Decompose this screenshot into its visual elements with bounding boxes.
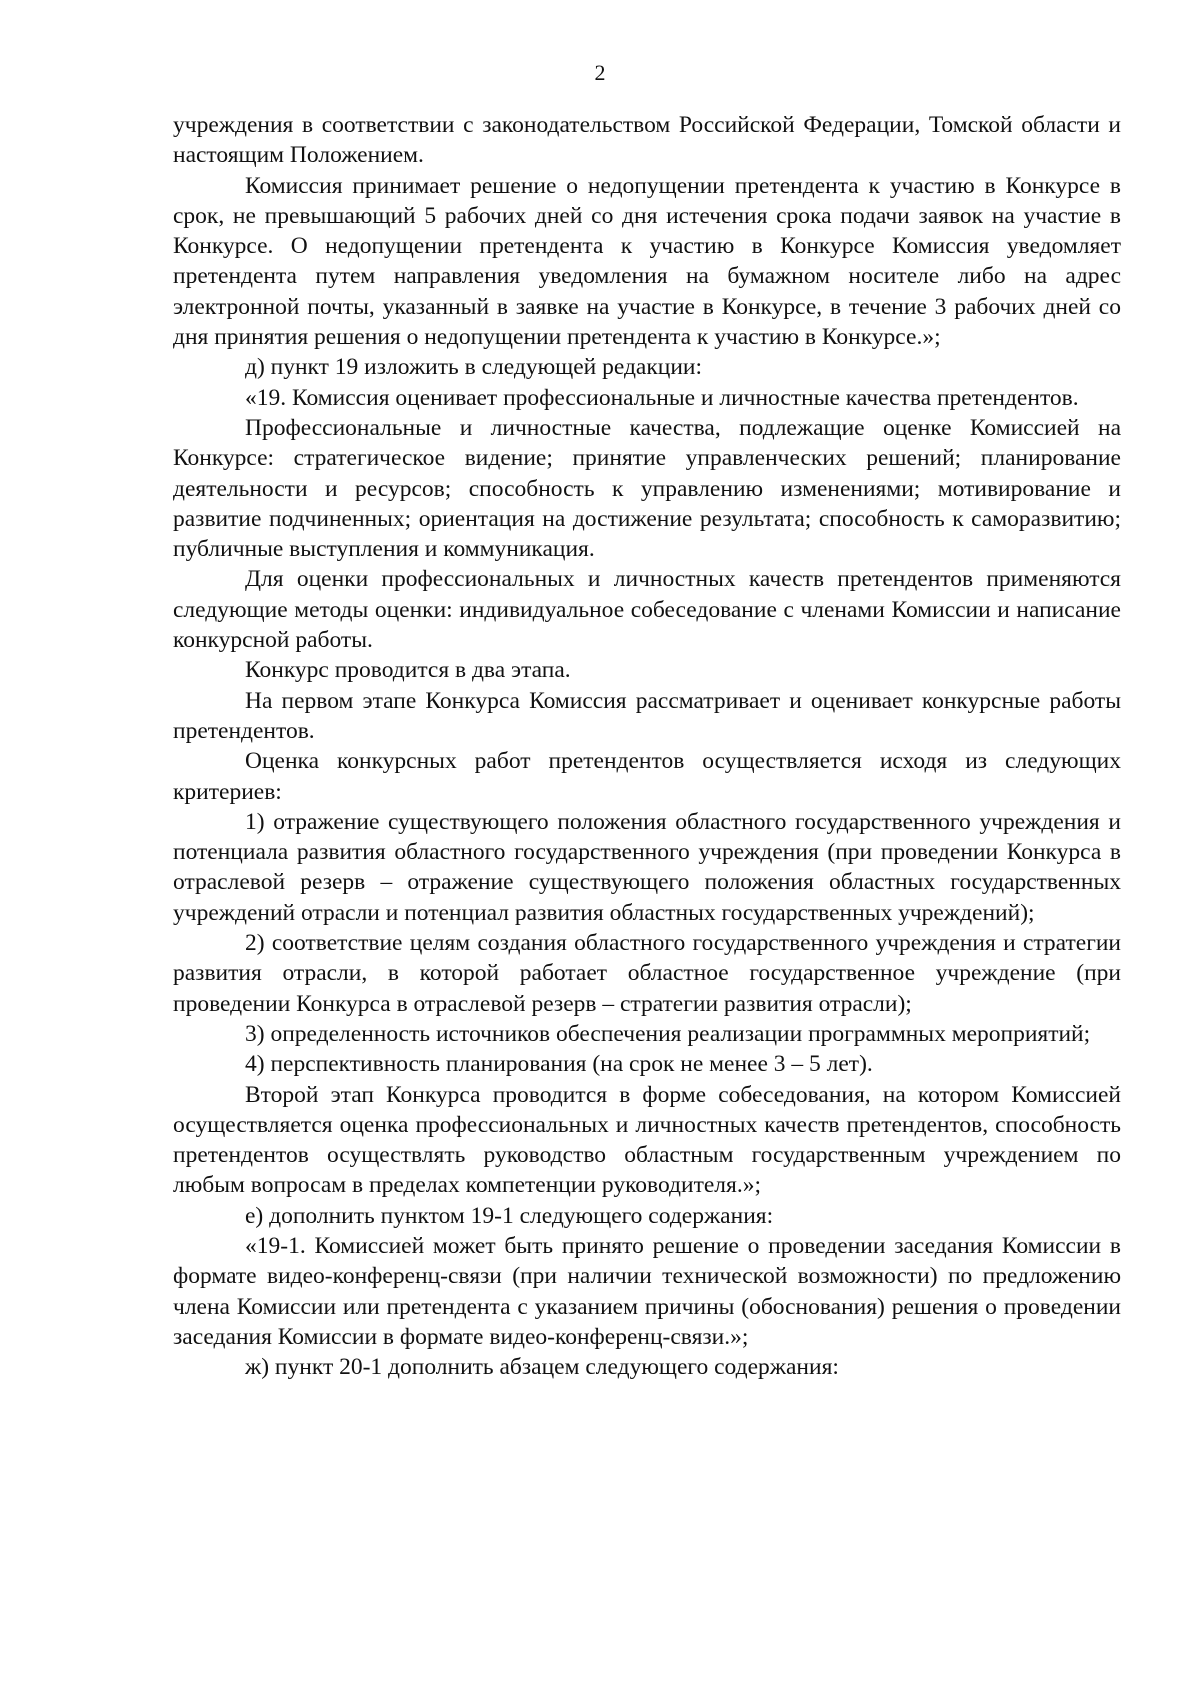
paragraph-commission-decision: Комиссия принимает решение о недопущении претендента к участию в Конкурсе в срок, не превышающий 5 рабочих дней со дня истечения срока подачи заявок на участие в Конкурсе. О недопущении претендента к участию в Конкурсе Комиссия уведомляет претендента путем направления уведомления на бумажном носителе либо на адрес электронной почты, указанный в заявке на участие в Конкурсе, в течение 3 рабочих дней со дня принятия решения о недопущении претендента к участию в Конкурсе.»;	[173, 172, 1121, 351]
paragraph-item-d: д) пункт 19 изложить в следующей редакции:	[245, 354, 703, 381]
paragraph-criterion-1: 1) отражение существующего положения областного государственного учреждения и потенциала развития областного государственного учреждения (при проведении Конкурса в отраслевой резерв – отражение существующего положения областных государственных учреждений отрасли и потенциал развития областных государственных учреждений);	[173, 808, 1121, 926]
paragraph-item-zh: ж) пункт 20-1 дополнить абзацем следующего содержания:	[245, 1354, 839, 1381]
paragraph-criterion-4: 4) перспективность планирования (на срок не менее 3 – 5 лет).	[245, 1051, 873, 1078]
paragraph-criterion-2: 2) соответствие целям создания областного государственного учреждения и стратегии развития отрасли, в которой работает областное государственное учреждение (при проведении Конкурса в отраслевой резерв – стратегии развития отрасли);	[173, 930, 1121, 1017]
paragraph-qualities-list: Профессиональные и личностные качества, подлежащие оценке Комиссией на Конкурсе: стратегическое видение; принятие управленческих решений; планирование деятельности и ресурсов; способность к управлению изменениями; мотивирование и развитие подчиненных; ориентация на достижение результата; способность к саморазвитию; публичные выступления и коммуникация.	[173, 414, 1121, 563]
paragraph-clause-19: «19. Комиссия оценивает профессиональные и личностные качества претендентов.	[245, 384, 1079, 411]
paragraph-first-stage: На первом этапе Конкурса Комиссия рассматривает и оценивает конкурсные работы претендентов.	[173, 687, 1121, 744]
paragraph-clause-19-1: «19-1. Комиссией может быть принято решение о проведении заседания Комиссии в формате видео-конференц-связи (при наличии технической возможности) по предложению члена Комиссии или претендента с указанием причины (обоснования) решения о проведении заседания Комиссии в формате видео-конференц-связи.»;	[173, 1232, 1121, 1350]
paragraph-second-stage: Второй этап Конкурса проводится в форме собеседования, на котором Комиссией осуществляется оценка профессиональных и личностных качеств претендентов, способность претендентов осуществлять руководство областным государственным учреждением по любым вопросам в пределах компетенции руководителя.»;	[173, 1081, 1121, 1199]
paragraph-criteria-intro: Оценка конкурсных работ претендентов осуществляется исходя из следующих критериев:	[173, 748, 1121, 805]
paragraph-item-e: е) дополнить пунктом 19-1 следующего содержания:	[245, 1202, 774, 1229]
paragraph-assessment-methods: Для оценки профессиональных и личностных качеств претендентов применяются следующие методы оценки: индивидуальное собеседование с членами Комиссии и написание конкурсной работы.	[173, 566, 1121, 654]
paragraph-criterion-3: 3) определенность источников обеспечения реализации программных мероприятий;	[245, 1020, 1091, 1047]
document-body	[173, 110, 1121, 1382]
paragraph-two-stages: Конкурс проводится в два этапа.	[245, 657, 571, 684]
paragraph-continuation: учреждения в соответствии с законодательством Российской Федерации, Томской области и настоящим Положением.	[173, 112, 1121, 169]
page-number: 2	[594, 60, 606, 85]
